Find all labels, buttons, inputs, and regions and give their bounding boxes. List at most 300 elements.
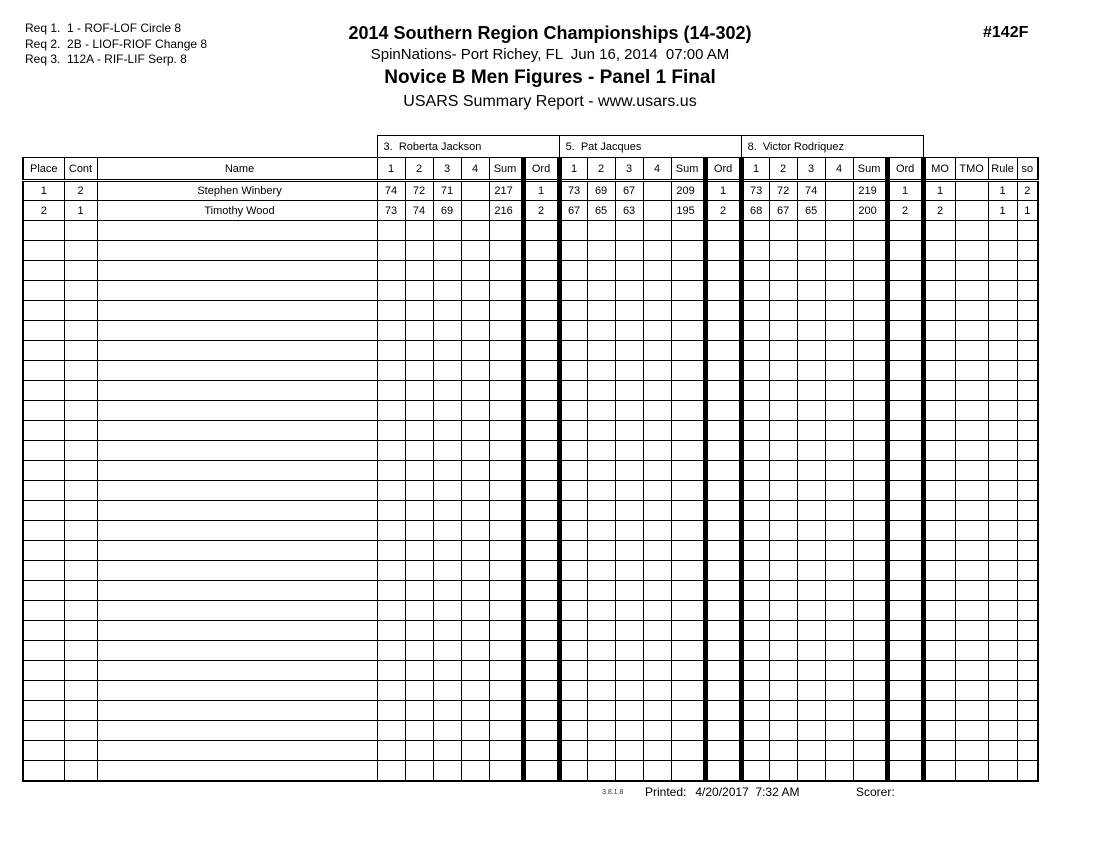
score-cell bbox=[433, 601, 461, 621]
ord-cell bbox=[887, 301, 923, 321]
score-cell bbox=[825, 661, 853, 681]
ord-cell: 1 bbox=[887, 181, 923, 201]
so-cell bbox=[1017, 741, 1038, 761]
place-cell bbox=[23, 381, 64, 401]
place-cell bbox=[23, 621, 64, 641]
place-cell bbox=[23, 361, 64, 381]
cont-cell bbox=[64, 301, 97, 321]
score-cell bbox=[825, 761, 853, 781]
so-cell bbox=[1017, 661, 1038, 681]
sum-cell bbox=[671, 581, 705, 601]
score-cell bbox=[769, 521, 797, 541]
tmo-cell bbox=[955, 721, 988, 741]
mo-cell bbox=[923, 461, 955, 481]
empty-row bbox=[23, 301, 1038, 321]
tmo-cell bbox=[955, 301, 988, 321]
rule-cell bbox=[988, 501, 1017, 521]
score-cell bbox=[797, 241, 825, 261]
score-cell bbox=[433, 461, 461, 481]
score-cell bbox=[615, 561, 643, 581]
score-cell bbox=[825, 401, 853, 421]
mo-cell: 2 bbox=[923, 201, 955, 221]
ord-cell bbox=[887, 621, 923, 641]
ord-cell bbox=[887, 601, 923, 621]
sum-cell bbox=[671, 221, 705, 241]
score-cell bbox=[825, 361, 853, 381]
score-cell bbox=[769, 501, 797, 521]
sum-cell bbox=[671, 301, 705, 321]
score-cell bbox=[461, 321, 489, 341]
score-cell bbox=[741, 281, 769, 301]
score-cell bbox=[587, 401, 615, 421]
place-cell bbox=[23, 401, 64, 421]
skater-name-cell bbox=[97, 241, 377, 261]
sum-cell bbox=[671, 421, 705, 441]
so-cell bbox=[1017, 401, 1038, 421]
score-cell bbox=[825, 181, 853, 201]
sum-cell bbox=[853, 661, 887, 681]
sum-cell bbox=[489, 481, 523, 501]
ord-cell bbox=[523, 341, 559, 361]
report-type-line: USARS Summary Report - www.usars.us bbox=[403, 93, 697, 110]
tmo-cell bbox=[955, 741, 988, 761]
so-cell: 1 bbox=[1017, 201, 1038, 221]
skater-name-cell bbox=[97, 461, 377, 481]
score-cell bbox=[825, 581, 853, 601]
cont-cell bbox=[64, 601, 97, 621]
score-cell bbox=[769, 281, 797, 301]
score-cell bbox=[461, 721, 489, 741]
score-cell bbox=[559, 721, 587, 741]
mo-cell bbox=[923, 441, 955, 461]
score-cell bbox=[643, 401, 671, 421]
score-cell: 73 bbox=[559, 181, 587, 201]
ord-cell bbox=[887, 241, 923, 261]
tmo-cell bbox=[955, 261, 988, 281]
ord-cell bbox=[523, 461, 559, 481]
skater-name-cell bbox=[97, 381, 377, 401]
sum-cell bbox=[489, 421, 523, 441]
place-cell bbox=[23, 581, 64, 601]
sum-cell bbox=[671, 381, 705, 401]
col-header-ord: Ord bbox=[887, 158, 923, 181]
so-cell bbox=[1017, 321, 1038, 341]
score-cell bbox=[461, 761, 489, 781]
place-cell bbox=[23, 521, 64, 541]
empty-row bbox=[23, 321, 1038, 341]
score-cell bbox=[377, 521, 405, 541]
score-cell bbox=[461, 361, 489, 381]
score-cell: 65 bbox=[797, 201, 825, 221]
col-header-mo: MO bbox=[923, 158, 955, 181]
ord-cell bbox=[523, 641, 559, 661]
score-row bbox=[23, 201, 1038, 221]
score-cell bbox=[433, 541, 461, 561]
score-cell bbox=[433, 281, 461, 301]
so-cell bbox=[1017, 561, 1038, 581]
score-cell: 67 bbox=[769, 201, 797, 221]
sum-cell bbox=[489, 341, 523, 361]
mo-cell bbox=[923, 221, 955, 241]
skater-name-cell bbox=[97, 641, 377, 661]
skater-name-cell bbox=[97, 761, 377, 781]
score-cell bbox=[769, 441, 797, 461]
skater-name-cell bbox=[97, 401, 377, 421]
sum-cell bbox=[489, 541, 523, 561]
ord-cell bbox=[523, 241, 559, 261]
sum-cell bbox=[489, 281, 523, 301]
score-cell bbox=[615, 321, 643, 341]
score-cell bbox=[433, 341, 461, 361]
score-cell bbox=[615, 361, 643, 381]
sum-cell bbox=[489, 381, 523, 401]
cont-cell bbox=[64, 521, 97, 541]
score-cell bbox=[405, 421, 433, 441]
mo-cell bbox=[923, 421, 955, 441]
score-cell bbox=[797, 341, 825, 361]
ord-cell bbox=[887, 221, 923, 241]
score-cell bbox=[769, 641, 797, 661]
mo-cell bbox=[923, 241, 955, 261]
ord-cell bbox=[523, 541, 559, 561]
score-cell bbox=[797, 381, 825, 401]
score-cell bbox=[643, 361, 671, 381]
score-cell bbox=[559, 221, 587, 241]
score-cell bbox=[587, 641, 615, 661]
place-cell bbox=[23, 661, 64, 681]
score-cell bbox=[405, 401, 433, 421]
tmo-cell bbox=[955, 501, 988, 521]
sum-cell bbox=[489, 261, 523, 281]
skater-name-cell bbox=[97, 701, 377, 721]
score-cell bbox=[405, 661, 433, 681]
score-cell bbox=[377, 501, 405, 521]
sum-cell bbox=[853, 241, 887, 261]
score-cell bbox=[377, 661, 405, 681]
col-header-judge-score: 2 bbox=[405, 158, 433, 181]
score-cell bbox=[461, 221, 489, 241]
score-cell bbox=[797, 761, 825, 781]
score-cell bbox=[433, 641, 461, 661]
rule-cell: 1 bbox=[988, 181, 1017, 201]
skater-name-cell bbox=[97, 321, 377, 341]
col-header-judge-score: 1 bbox=[377, 158, 405, 181]
cont-cell bbox=[64, 641, 97, 661]
sum-cell bbox=[853, 301, 887, 321]
empty-row bbox=[23, 381, 1038, 401]
sum-cell bbox=[853, 481, 887, 501]
venue-date-line: SpinNations- Port Richey, FL Jun 16, 2014 07:00 AM bbox=[370, 46, 730, 63]
so-cell bbox=[1017, 301, 1038, 321]
sum-cell bbox=[489, 241, 523, 261]
tmo-cell bbox=[955, 241, 988, 261]
rule-cell bbox=[988, 341, 1017, 361]
score-cell bbox=[559, 561, 587, 581]
score-cell bbox=[559, 361, 587, 381]
report-header bbox=[0, 22, 1100, 112]
cont-cell bbox=[64, 341, 97, 361]
score-cell bbox=[559, 601, 587, 621]
score-cell bbox=[405, 301, 433, 321]
col-header-judge-score: 3 bbox=[797, 158, 825, 181]
score-cell: 65 bbox=[587, 201, 615, 221]
score-cell bbox=[461, 701, 489, 721]
tmo-cell bbox=[955, 541, 988, 561]
ord-cell: 2 bbox=[523, 201, 559, 221]
empty-row bbox=[23, 241, 1038, 261]
sum-cell bbox=[671, 761, 705, 781]
score-cell: 72 bbox=[769, 181, 797, 201]
sum-cell bbox=[489, 401, 523, 421]
place-cell: 1 bbox=[23, 181, 64, 201]
score-cell bbox=[825, 481, 853, 501]
score-cell bbox=[741, 761, 769, 781]
score-cell bbox=[825, 621, 853, 641]
ord-cell bbox=[523, 441, 559, 461]
score-cell bbox=[559, 421, 587, 441]
score-cell bbox=[769, 581, 797, 601]
sum-cell bbox=[489, 561, 523, 581]
printed-datetime: 4/20/2017 7:32 AM bbox=[695, 785, 800, 799]
score-cell bbox=[643, 301, 671, 321]
rule-cell bbox=[988, 401, 1017, 421]
score-cell bbox=[587, 721, 615, 741]
empty-row bbox=[23, 561, 1038, 581]
score-cell bbox=[741, 721, 769, 741]
score-cell: 69 bbox=[587, 181, 615, 201]
mo-cell bbox=[923, 341, 955, 361]
software-version: 3.8.1.8 bbox=[602, 789, 624, 796]
ord-cell bbox=[887, 281, 923, 301]
sum-cell bbox=[853, 401, 887, 421]
score-cell bbox=[405, 561, 433, 581]
score-cell bbox=[405, 461, 433, 481]
score-cell bbox=[615, 401, 643, 421]
score-cell bbox=[741, 341, 769, 361]
sum-cell bbox=[853, 261, 887, 281]
score-cell bbox=[461, 501, 489, 521]
rule-cell bbox=[988, 681, 1017, 701]
mo-cell bbox=[923, 401, 955, 421]
empty-row bbox=[23, 601, 1038, 621]
score-cell bbox=[433, 761, 461, 781]
sum-cell bbox=[671, 701, 705, 721]
score-cell bbox=[769, 741, 797, 761]
score-cell bbox=[741, 521, 769, 541]
tmo-cell bbox=[955, 441, 988, 461]
score-cell bbox=[643, 481, 671, 501]
score-cell: 72 bbox=[405, 181, 433, 201]
empty-row bbox=[23, 261, 1038, 281]
ord-cell bbox=[887, 321, 923, 341]
score-cell bbox=[797, 441, 825, 461]
score-cell bbox=[615, 621, 643, 641]
col-header-sum: Sum bbox=[671, 158, 705, 181]
score-cell bbox=[825, 681, 853, 701]
score-cell bbox=[615, 441, 643, 461]
rule-cell bbox=[988, 541, 1017, 561]
score-cell: 67 bbox=[615, 181, 643, 201]
ord-cell bbox=[705, 521, 741, 541]
sum-cell bbox=[853, 741, 887, 761]
col-header-judge-score: 4 bbox=[825, 158, 853, 181]
ord-cell bbox=[523, 681, 559, 701]
skater-name-cell bbox=[97, 261, 377, 281]
cont-cell bbox=[64, 661, 97, 681]
score-cell bbox=[741, 241, 769, 261]
score-cell bbox=[377, 741, 405, 761]
skater-name-cell bbox=[97, 581, 377, 601]
score-cell bbox=[559, 501, 587, 521]
score-cell bbox=[433, 381, 461, 401]
mo-cell bbox=[923, 621, 955, 641]
banner-spacer bbox=[23, 136, 377, 158]
sum-cell bbox=[489, 581, 523, 601]
skater-name-cell bbox=[97, 681, 377, 701]
score-cell bbox=[825, 441, 853, 461]
ord-cell bbox=[523, 501, 559, 521]
col-header-judge-score: 1 bbox=[559, 158, 587, 181]
rule-cell bbox=[988, 761, 1017, 781]
so-cell bbox=[1017, 521, 1038, 541]
mo-cell bbox=[923, 261, 955, 281]
score-cell bbox=[461, 241, 489, 261]
sum-cell bbox=[489, 301, 523, 321]
sum-cell bbox=[853, 341, 887, 361]
score-cell bbox=[769, 301, 797, 321]
sum-cell bbox=[489, 501, 523, 521]
score-cell bbox=[587, 421, 615, 441]
score-cell bbox=[643, 541, 671, 561]
sum-cell bbox=[671, 441, 705, 461]
cont-cell bbox=[64, 721, 97, 741]
place-cell bbox=[23, 641, 64, 661]
score-cell bbox=[377, 561, 405, 581]
score-cell bbox=[377, 441, 405, 461]
score-cell bbox=[461, 581, 489, 601]
sum-cell bbox=[853, 761, 887, 781]
place-cell bbox=[23, 301, 64, 321]
score-cell bbox=[643, 681, 671, 701]
score-cell bbox=[587, 481, 615, 501]
score-cell bbox=[461, 601, 489, 621]
score-cell: 73 bbox=[741, 181, 769, 201]
sum-cell bbox=[671, 261, 705, 281]
empty-row bbox=[23, 361, 1038, 381]
ord-cell bbox=[523, 661, 559, 681]
place-cell bbox=[23, 501, 64, 521]
cont-cell bbox=[64, 241, 97, 261]
mo-cell bbox=[923, 581, 955, 601]
ord-cell: 1 bbox=[705, 181, 741, 201]
score-cell bbox=[377, 361, 405, 381]
score-cell: 69 bbox=[433, 201, 461, 221]
score-cell bbox=[741, 621, 769, 641]
sum-cell bbox=[853, 561, 887, 581]
mo-cell bbox=[923, 321, 955, 341]
score-cell bbox=[741, 441, 769, 461]
score-cell bbox=[559, 581, 587, 601]
empty-row bbox=[23, 281, 1038, 301]
sum-cell bbox=[489, 521, 523, 541]
rule-cell bbox=[988, 701, 1017, 721]
empty-row bbox=[23, 461, 1038, 481]
rule-cell bbox=[988, 301, 1017, 321]
so-cell bbox=[1017, 441, 1038, 461]
tmo-cell bbox=[955, 361, 988, 381]
col-header-judge-score: 1 bbox=[741, 158, 769, 181]
score-cell bbox=[587, 441, 615, 461]
score-cell bbox=[559, 741, 587, 761]
empty-row bbox=[23, 521, 1038, 541]
score-cell bbox=[377, 701, 405, 721]
score-cell bbox=[825, 541, 853, 561]
cont-cell bbox=[64, 361, 97, 381]
cont-cell bbox=[64, 581, 97, 601]
sum-cell bbox=[489, 761, 523, 781]
sum-cell bbox=[671, 521, 705, 541]
score-cell bbox=[587, 521, 615, 541]
col-header-judge-score: 4 bbox=[643, 158, 671, 181]
cont-cell bbox=[64, 281, 97, 301]
score-cell bbox=[825, 461, 853, 481]
mo-cell bbox=[923, 381, 955, 401]
col-header-sum: Sum bbox=[489, 158, 523, 181]
so-cell bbox=[1017, 681, 1038, 701]
score-cell bbox=[405, 601, 433, 621]
sum-cell bbox=[853, 421, 887, 441]
score-cell bbox=[377, 261, 405, 281]
so-cell bbox=[1017, 221, 1038, 241]
score-cell bbox=[433, 241, 461, 261]
empty-row bbox=[23, 741, 1038, 761]
score-cell bbox=[587, 341, 615, 361]
ord-cell bbox=[705, 441, 741, 461]
score-cell bbox=[825, 601, 853, 621]
ord-cell bbox=[887, 401, 923, 421]
score-cell bbox=[405, 341, 433, 361]
score-cell bbox=[741, 701, 769, 721]
score-cell bbox=[643, 201, 671, 221]
ord-cell bbox=[887, 761, 923, 781]
empty-row bbox=[23, 221, 1038, 241]
mo-cell bbox=[923, 761, 955, 781]
cont-cell bbox=[64, 261, 97, 281]
place-cell bbox=[23, 721, 64, 741]
empty-row bbox=[23, 581, 1038, 601]
score-cell bbox=[377, 321, 405, 341]
sum-cell bbox=[671, 501, 705, 521]
mo-cell bbox=[923, 561, 955, 581]
score-cell bbox=[615, 521, 643, 541]
score-cell bbox=[433, 421, 461, 441]
mo-cell bbox=[923, 721, 955, 741]
score-cell bbox=[769, 381, 797, 401]
scorer-label: Scorer: bbox=[856, 785, 895, 799]
score-cell bbox=[377, 421, 405, 441]
tmo-cell bbox=[955, 401, 988, 421]
mo-cell bbox=[923, 661, 955, 681]
skater-name-cell bbox=[97, 341, 377, 361]
ord-cell bbox=[705, 481, 741, 501]
score-cell bbox=[797, 741, 825, 761]
ord-cell bbox=[523, 701, 559, 721]
score-cell bbox=[377, 641, 405, 661]
so-cell bbox=[1017, 721, 1038, 741]
score-cell bbox=[461, 461, 489, 481]
score-cell bbox=[615, 221, 643, 241]
sum-cell bbox=[671, 461, 705, 481]
